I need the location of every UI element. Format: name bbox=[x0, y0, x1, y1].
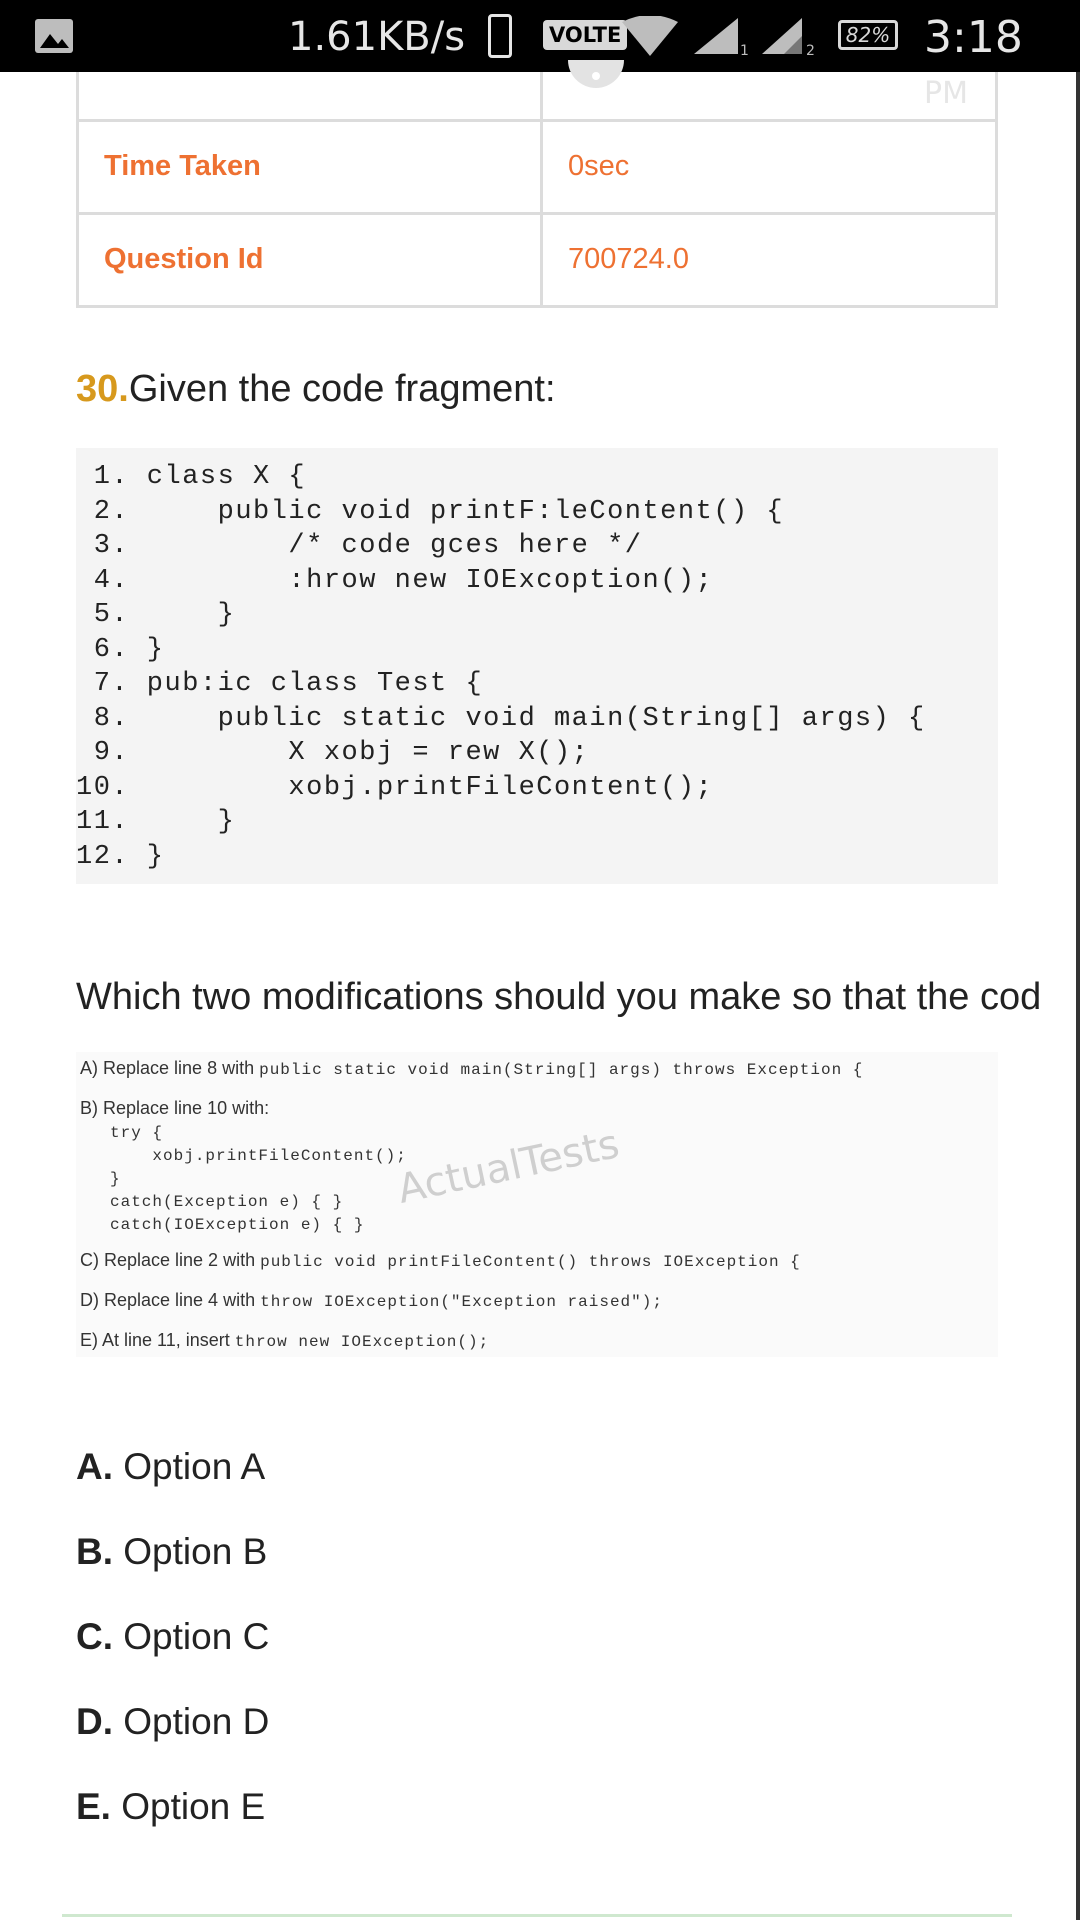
table-row bbox=[78, 120, 997, 213]
answer-option-c[interactable] bbox=[76, 1616, 269, 1658]
question-id-label: Question Id bbox=[78, 213, 542, 306]
time-taken-value: 0sec bbox=[542, 120, 997, 213]
time-taken-label: Time Taken bbox=[78, 120, 542, 213]
phone-icon bbox=[488, 14, 512, 58]
answer-text: Option D bbox=[123, 1701, 270, 1742]
code-line: 3. /* code gces here */ bbox=[76, 531, 643, 561]
network-speed: 1.61KB/s bbox=[288, 14, 466, 60]
option-b-code: } bbox=[110, 1170, 121, 1188]
code-line: 1. class X { bbox=[76, 462, 307, 492]
battery-level: 82% bbox=[845, 23, 891, 47]
option-e-code: throw new IOException(); bbox=[234, 1333, 490, 1351]
status-bar bbox=[0, 0, 1080, 111]
battery-icon bbox=[838, 20, 898, 50]
code-line: 6. } bbox=[76, 634, 165, 665]
option-b-code: xobj.printFileContent(); bbox=[110, 1147, 407, 1165]
answer-option-e[interactable] bbox=[76, 1786, 265, 1828]
code-line: 10. xobj.printFileContent(); bbox=[76, 772, 714, 803]
option-b-code: catch(Exception e) { } bbox=[110, 1193, 344, 1211]
code-line: 4. :hrow new IOExcoption(); bbox=[76, 565, 714, 596]
question-number: 30. bbox=[76, 368, 129, 410]
answer-letter: C. bbox=[76, 1616, 113, 1657]
wifi-icon bbox=[620, 16, 680, 56]
svg-text:1: 1 bbox=[740, 43, 749, 56]
answer-text: Option C bbox=[123, 1616, 270, 1657]
answer-letter: E. bbox=[76, 1786, 111, 1827]
code-line: 11. } bbox=[76, 807, 236, 837]
answer-letter: A. bbox=[76, 1446, 113, 1487]
signal-sim2-icon bbox=[758, 16, 818, 56]
scroll-edge bbox=[1076, 72, 1080, 1920]
divider bbox=[62, 1914, 1012, 1917]
option-d-text: D) Replace line 4 with bbox=[80, 1290, 261, 1310]
option-a-text: A) Replace line 8 with bbox=[80, 1058, 260, 1078]
result-info-table bbox=[76, 72, 998, 308]
code-line: 2. public void printF:leContent() { bbox=[76, 496, 785, 527]
option-c-line bbox=[80, 1250, 801, 1271]
answer-text: Option E bbox=[121, 1786, 266, 1827]
code-line: 12. } bbox=[76, 841, 165, 872]
code-line: 9. X xobj = rew X(); bbox=[76, 738, 590, 768]
clock-time: 3:18 bbox=[924, 12, 1023, 63]
option-a-code: public static void main(String[] args) throws Exception { bbox=[259, 1061, 864, 1079]
option-b-code: try { bbox=[110, 1124, 164, 1142]
code-line: 7. pub:ic class Test { bbox=[76, 669, 484, 699]
signal-sim1-icon bbox=[690, 16, 750, 56]
question-title-text: Given the code fragment: bbox=[128, 368, 556, 410]
options-image bbox=[76, 1052, 998, 1357]
answer-letter: B. bbox=[76, 1531, 113, 1572]
answer-text: Option A bbox=[123, 1446, 266, 1487]
clock-ampm: PM bbox=[924, 76, 968, 111]
question-prompt: Which two modifications should you make so that the cod bbox=[76, 976, 1042, 1018]
watermark: ActualTests bbox=[393, 1121, 624, 1213]
option-e-line bbox=[80, 1330, 489, 1351]
code-fragment bbox=[76, 448, 998, 874]
svg-text:2: 2 bbox=[806, 43, 815, 56]
table-row bbox=[78, 213, 997, 306]
code-line: 8. public static void main(String[] args) { bbox=[76, 703, 926, 734]
table-row bbox=[78, 72, 997, 120]
info-icon bbox=[568, 60, 624, 96]
code-fragment-image bbox=[76, 448, 998, 884]
option-b-code: catch(IOException e) { } bbox=[110, 1216, 365, 1234]
answer-text: Option B bbox=[123, 1531, 268, 1572]
option-e-text: E) At line 11, insert bbox=[80, 1330, 235, 1350]
code-line: 5. } bbox=[76, 600, 236, 630]
answer-letter: D. bbox=[76, 1701, 113, 1742]
volte-badge: VOLTE bbox=[543, 20, 627, 50]
gallery-notification-icon bbox=[34, 18, 74, 54]
answer-option-a[interactable] bbox=[76, 1446, 265, 1488]
option-d-line bbox=[80, 1290, 663, 1311]
option-c-code: public void printFileContent() throws IOException { bbox=[260, 1253, 801, 1271]
table-cell bbox=[78, 72, 542, 120]
option-b-text: B) Replace line 10 with: bbox=[80, 1098, 270, 1118]
option-d-code: throw IOException("Exception raised"); bbox=[260, 1293, 663, 1311]
answer-option-d[interactable] bbox=[76, 1701, 269, 1743]
option-c-text: C) Replace line 2 with bbox=[80, 1250, 261, 1270]
question-id-value: 700724.0 bbox=[542, 213, 997, 306]
option-a-line bbox=[80, 1058, 863, 1079]
question-title bbox=[76, 368, 556, 411]
answer-option-b[interactable] bbox=[76, 1531, 267, 1573]
